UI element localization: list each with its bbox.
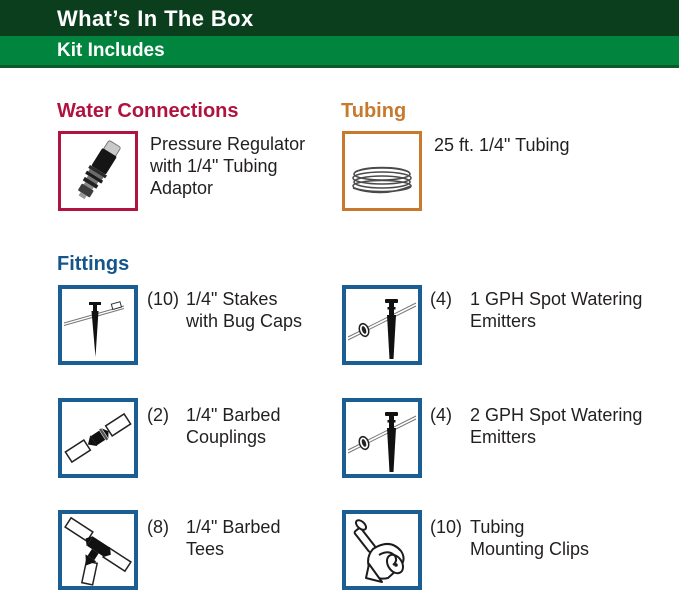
tees-box bbox=[58, 510, 138, 590]
item-count: (10) bbox=[430, 517, 463, 537]
item-label: 1 GPH Spot Watering Emitters bbox=[470, 289, 643, 331]
page-title: What’s In The Box bbox=[57, 6, 254, 31]
tubing-label: 25 ft. 1/4" Tubing bbox=[434, 135, 570, 155]
item-count: (4) bbox=[430, 405, 452, 425]
tubing-coil-box bbox=[342, 131, 422, 211]
spot-emitter-icon bbox=[346, 289, 418, 361]
item-label: Tubing Mounting Clips bbox=[470, 517, 590, 559]
emitter-2gph-box bbox=[342, 398, 422, 478]
item-label: 2 GPH Spot Watering Emitters bbox=[470, 405, 643, 447]
stakes-box bbox=[58, 285, 138, 365]
item-label: 1/4" Barbed Tees bbox=[186, 517, 281, 559]
stake-icon bbox=[62, 289, 134, 361]
couplings-box bbox=[58, 398, 138, 478]
pressure-regulator-icon bbox=[62, 135, 134, 207]
tubing-heading: Tubing bbox=[341, 100, 407, 122]
item-count: (2) bbox=[147, 405, 169, 425]
item-count: (10) bbox=[147, 289, 180, 309]
tubing-coil-icon bbox=[346, 135, 418, 207]
barbed-tee-icon bbox=[62, 514, 134, 586]
item-label: 1/4" Stakes with Bug Caps bbox=[186, 289, 303, 331]
pressure-regulator-box bbox=[58, 131, 138, 211]
clips-box bbox=[342, 510, 422, 590]
spot-emitter-icon bbox=[346, 402, 418, 474]
header-bar bbox=[0, 0, 679, 36]
subheader-bar bbox=[0, 36, 679, 68]
item-count: (8) bbox=[147, 517, 169, 537]
subheader-title: Kit Includes bbox=[57, 40, 165, 61]
barbed-coupling-icon bbox=[62, 402, 134, 474]
pressure-regulator-label: Pressure Regulator with 1/4" Tubing Adaptor bbox=[150, 134, 306, 198]
item-label: 1/4" Barbed Couplings bbox=[186, 405, 281, 447]
item-count: (4) bbox=[430, 289, 452, 309]
mounting-clip-icon bbox=[346, 514, 418, 586]
water-connections-heading: Water Connections bbox=[57, 100, 239, 122]
emitter-1gph-box bbox=[342, 285, 422, 365]
fittings-heading: Fittings bbox=[57, 253, 130, 275]
